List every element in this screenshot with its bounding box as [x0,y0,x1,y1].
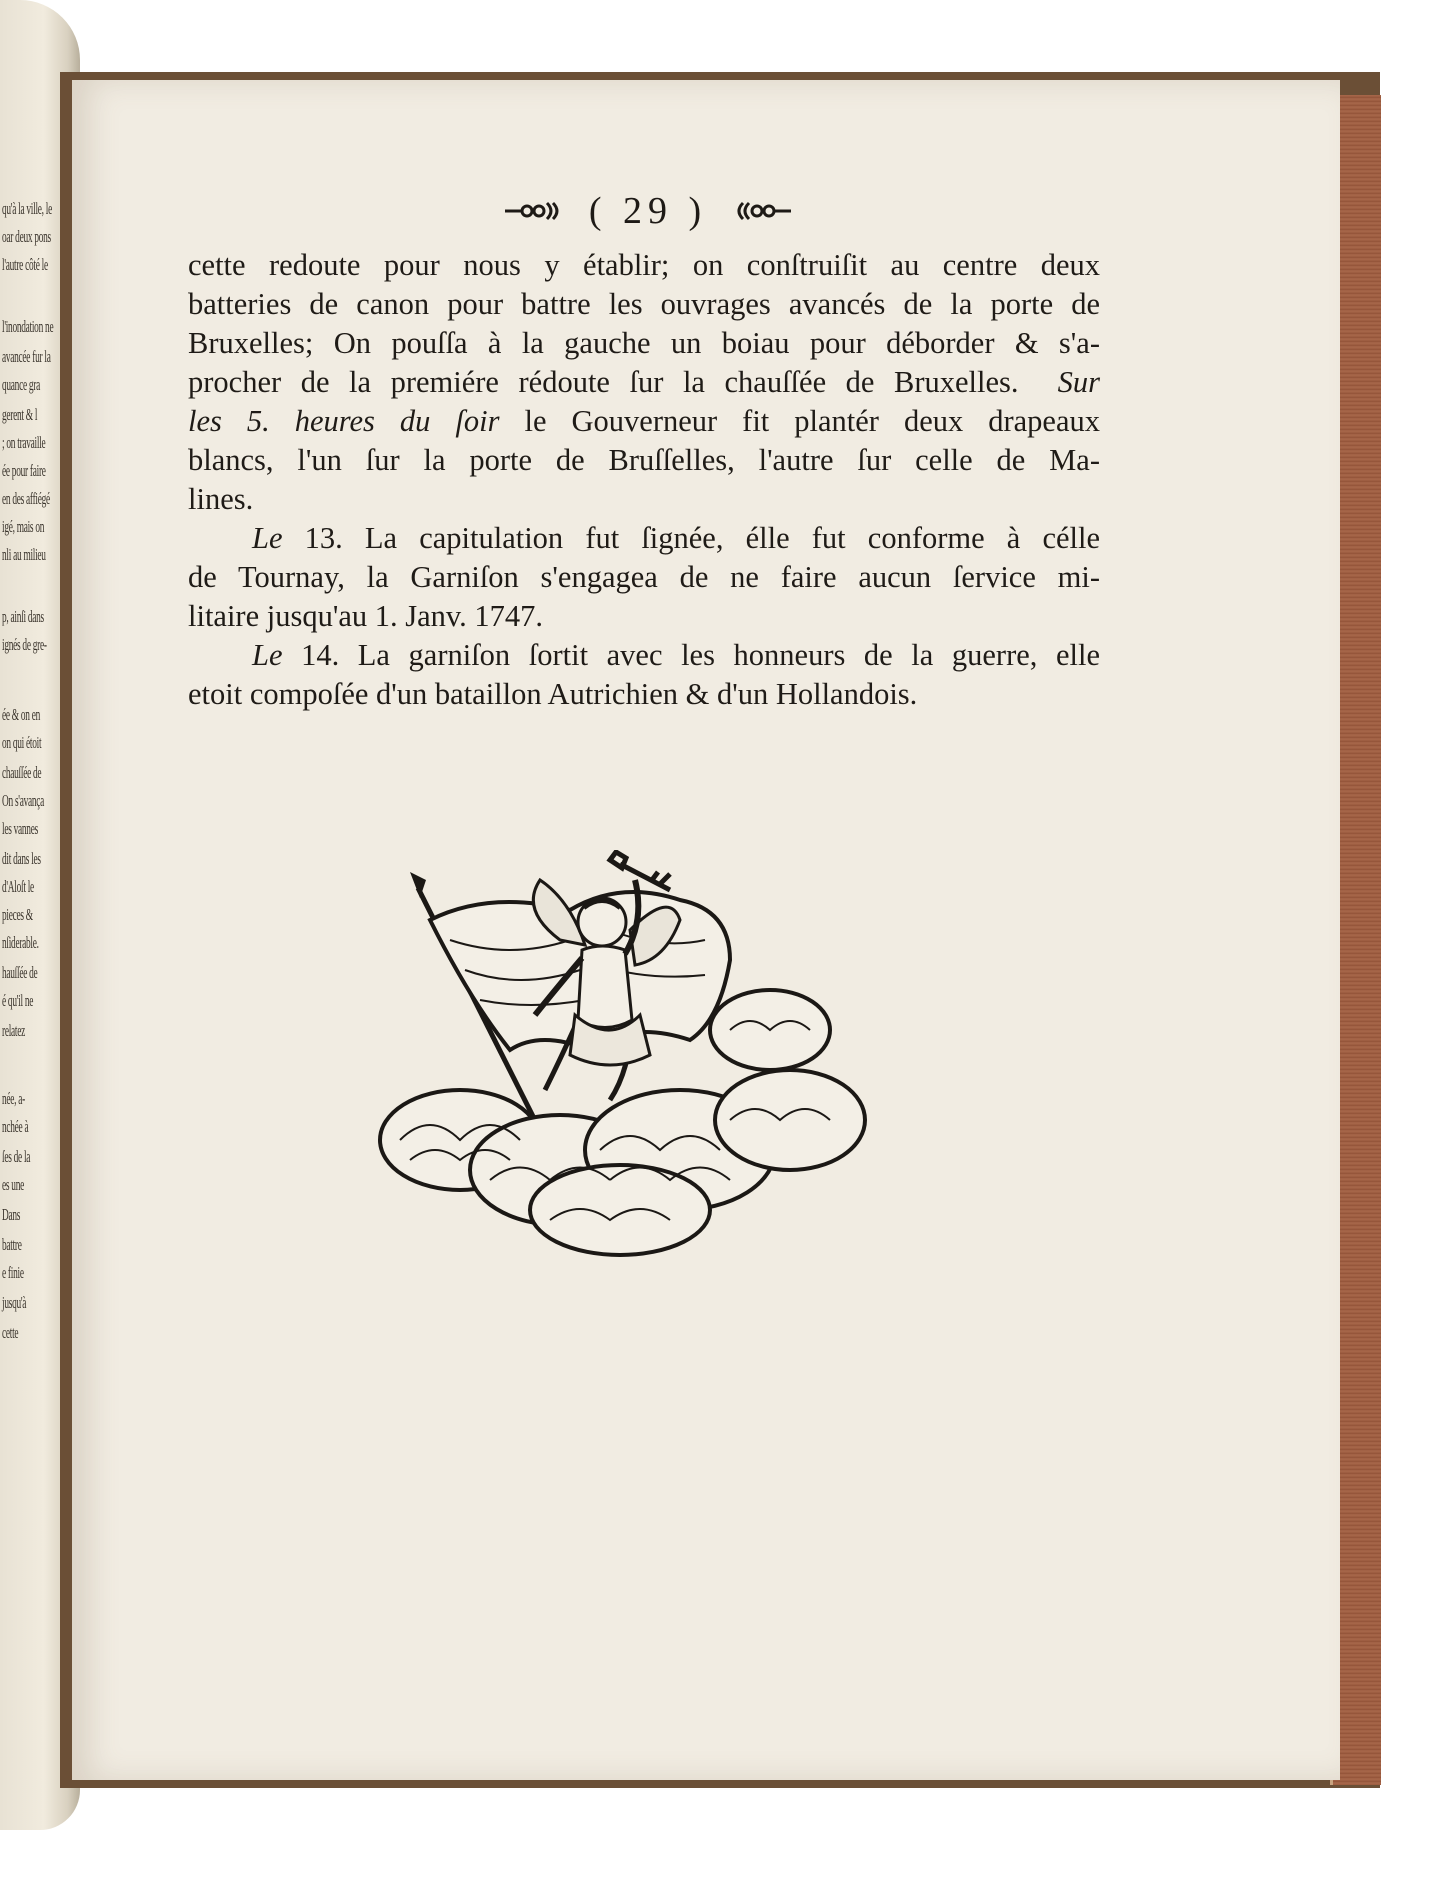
left-page-text-fragment: e finie [2,1263,24,1282]
left-page-text-fragment: nſiderable. [2,933,39,952]
left-page-text-fragment: hauſſée de [2,963,38,982]
left-page-text-fragment: ée & on en [2,705,41,724]
text-segment-italic: les 5. heures du ſoir [188,404,500,438]
text-line: blancs, l'un ſur la porte de Bruſſelles, l'autre ſur celle de Ma- [188,443,1100,477]
text-line [188,636,1100,675]
cherub-with-flag-and-key-on-clouds-icon [370,850,880,1270]
left-page-text-fragment: Dans [2,1205,21,1224]
text-line [188,363,1100,402]
left-page-text-fragment: igé, mais on [2,517,45,536]
left-page-text-fragment: ; on travaille [2,433,46,452]
left-page-text-fragment: l'autre côté le [2,255,48,274]
text-line: de Tournay, la Garniſon s'engagea de ne faire aucun ſervice mi- [188,560,1100,594]
text-line [188,402,1100,441]
left-page-text-fragment: battre [2,1235,22,1254]
left-page-text-fragment: ſes de la [2,1147,31,1166]
text-line: batteries de canon pour battre les ouvrages avancés de la porte de [188,287,1100,321]
text-line: Bruxelles; On pouſſa à la gauche un boiau pour déborder & s'a- [188,326,1100,360]
text-line: lines. [188,482,254,516]
text-segment: 13. La capitulation fut ſignée, élle fut conforme à célle [304,521,1101,555]
left-page-text-fragment: chauſſée de [2,763,42,782]
left-page-text-fragment: pieces & [2,905,33,924]
left-ornament-icon [503,198,563,224]
left-page-text-fragment: oar deux pons [2,227,51,246]
left-page-text-fragment: p, ainſi dans [2,607,44,626]
left-page-text-fragment: l'inondation ne [2,317,54,336]
left-page-text-fragment: née, a- [2,1089,25,1108]
text-segment: 14. La garniſon ſortit avec les honneurs de la guerre, elle [301,638,1100,672]
left-page-text-fragment: dit dans les [2,849,41,868]
right-ornament-icon [733,198,793,224]
left-page-text-fragment: en des affiégé [2,489,50,508]
left-page-text-fragment: é qu'il ne [2,991,34,1010]
page-header [478,188,818,234]
page-number: ( 29 ) [588,190,708,232]
left-page-text-fragment: On s'avança [2,791,45,810]
text-line [188,519,1100,558]
text-segment-italic: Le [252,521,283,555]
text-line: litaire jusqu'au 1. Janv. 1747. [188,599,544,633]
left-page-text-fragment: nchée à [2,1117,29,1136]
left-page-text-fragment: qu'à la ville, le [2,199,52,218]
left-page-text-fragment: jusqu'à [2,1293,27,1312]
left-page-text-fragment: les vannes [2,819,38,838]
text-segment-italic: Sur [1057,365,1101,399]
text-segment: procher de la premiére rédoute ſur la chauſſée de Bruxelles. [188,365,1019,399]
left-page-text-fragment: on qui étoit [2,733,42,752]
text-line: etoit compoſée d'un bataillon Autrichien & d'un Hollandois. [188,677,918,711]
left-page-text-fragment: es une [2,1175,24,1194]
text-segment-italic: Le [252,638,283,672]
left-page-text-fragment: gerent & l [2,405,38,424]
left-page-text-fragment: quance gra [2,375,41,394]
left-page-text-fragment: d'Aloſt le [2,877,34,896]
body-text [188,246,1100,714]
text-line: cette redoute pour nous y établir; on conſtruiſit au centre deux [188,248,1100,282]
left-page-text-fragment: avancée fur la [2,347,51,366]
text-segment: le Gouverneur fit plantér deux drapeaux [524,404,1100,438]
left-page-text-fragment: cette [2,1323,19,1342]
left-page-text-fragment: relatez [2,1021,25,1040]
left-page-text-fragment: nli au milieu [2,545,46,564]
left-page-text-fragment: ignés de gre- [2,635,47,654]
left-page-text-fragment: ée pour faire [2,461,46,480]
